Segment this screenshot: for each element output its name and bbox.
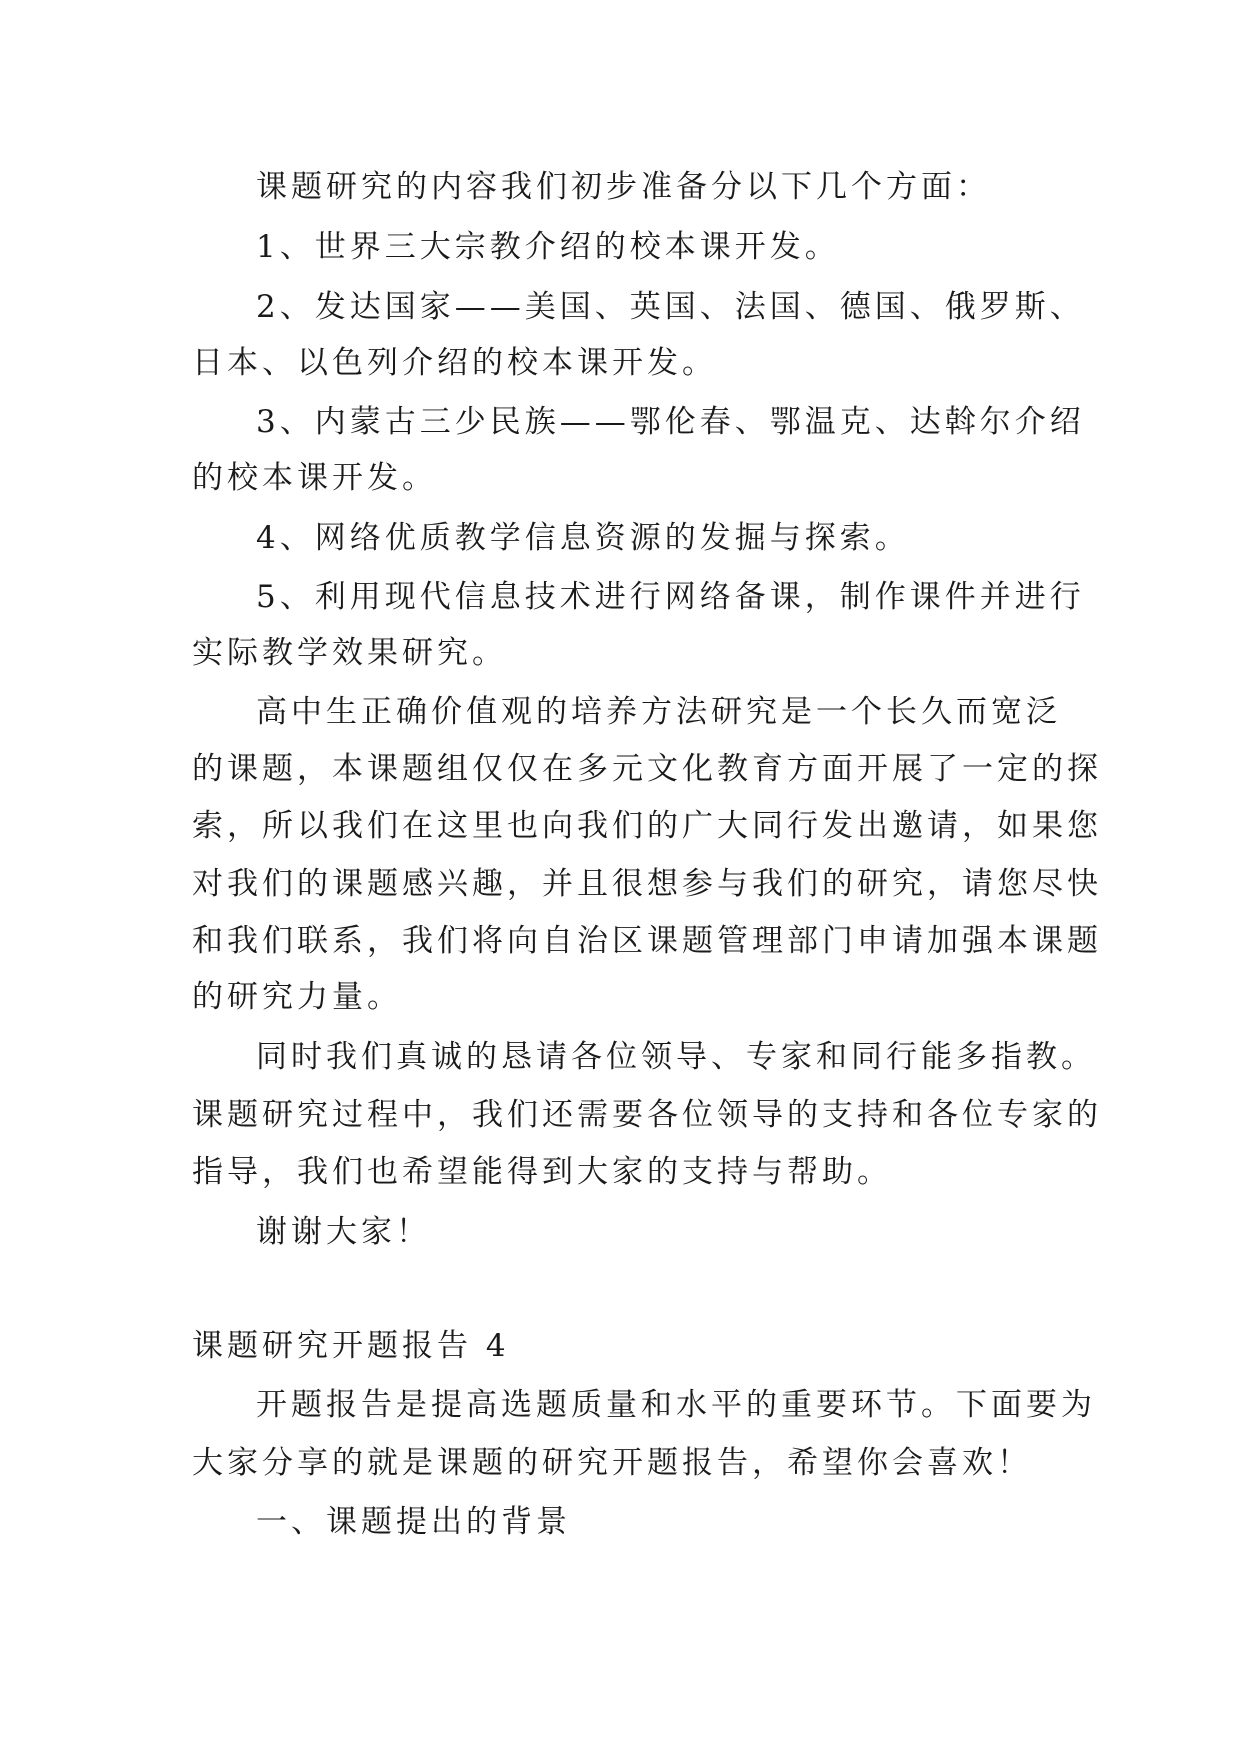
paragraph-topic-line-2: 的课题，本课题组仅仅在多元文化教育方面开展了一定的探 bbox=[192, 751, 1102, 787]
paragraph-request-line-2: 课题研究过程中，我们还需要各位领导的支持和各位专家的 bbox=[192, 1097, 1102, 1133]
list-item-5-line-2: 实际教学效果研究。 bbox=[192, 635, 507, 671]
paragraph-topic-line-6: 的研究力量。 bbox=[192, 979, 402, 1015]
list-item-5-line-1: 5、利用现代信息技术进行网络备课，制作课件并进行 bbox=[256, 579, 1085, 615]
paragraph-request-line-3: 指导，我们也希望能得到大家的支持与帮助。 bbox=[192, 1154, 892, 1190]
list-item-3-line-1: 3、内蒙古三少民族——鄂伦春、鄂温克、达斡尔介绍 bbox=[256, 404, 1085, 440]
paragraph-topic-line-5: 和我们联系，我们将向自治区课题管理部门申请加强本课题 bbox=[192, 923, 1102, 959]
list-item-1: 1、世界三大宗教介绍的校本课开发。 bbox=[256, 229, 840, 265]
paragraph-research-content-intro: 课题研究的内容我们初步准备分以下几个方面： bbox=[256, 169, 991, 205]
paragraph-report-intro-line-2: 大家分享的就是课题的研究开题报告，希望你会喜欢！ bbox=[192, 1445, 1032, 1481]
list-item-2-line-1: 2、发达国家——美国、英国、法国、德国、俄罗斯、 bbox=[256, 289, 1085, 325]
thanks-line: 谢谢大家！ bbox=[256, 1214, 431, 1250]
section-heading-report-4: 课题研究开题报告 4 bbox=[192, 1328, 510, 1364]
list-item-3-line-2: 的校本课开发。 bbox=[192, 460, 437, 496]
paragraph-topic-line-3: 索，所以我们在这里也向我们的广大同行发出邀请，如果您 bbox=[192, 808, 1102, 844]
paragraph-request-line-1: 同时我们真诚的恳请各位领导、专家和同行能多指教。 bbox=[256, 1039, 1096, 1075]
subsection-heading-background: 一、课题提出的背景 bbox=[256, 1504, 571, 1540]
paragraph-topic-line-4: 对我们的课题感兴趣，并且很想参与我们的研究，请您尽快 bbox=[192, 866, 1102, 902]
list-item-4: 4、网络优质教学信息资源的发掘与探索。 bbox=[256, 520, 910, 556]
paragraph-topic-line-1: 高中生正确价值观的培养方法研究是一个长久而宽泛 bbox=[256, 694, 1061, 730]
list-item-2-line-2: 日本、以色列介绍的校本课开发。 bbox=[192, 345, 717, 381]
paragraph-report-intro-line-1: 开题报告是提高选题质量和水平的重要环节。下面要为 bbox=[256, 1387, 1096, 1423]
